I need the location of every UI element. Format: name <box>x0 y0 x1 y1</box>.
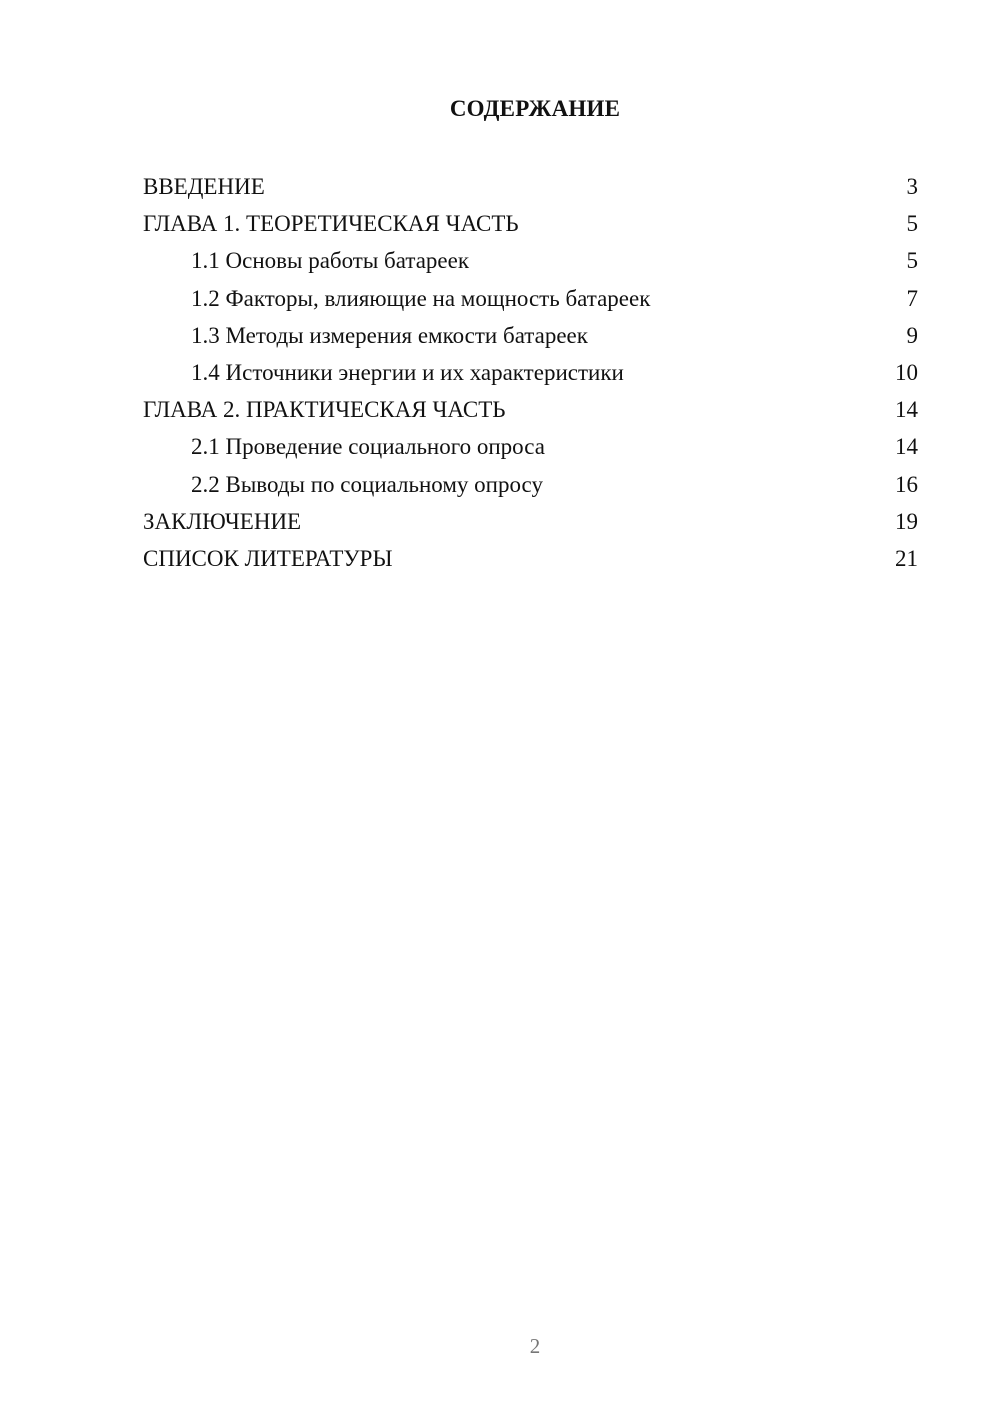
toc-entry-section-1-1[interactable] <box>143 242 918 279</box>
toc-entry-label: ВВЕДЕНИЕ <box>143 174 265 199</box>
toc-entry-page: 3 <box>906 174 918 199</box>
toc-entry-section-1-4[interactable] <box>143 354 918 391</box>
toc-entry-bibliography[interactable] <box>143 540 918 577</box>
toc-entry-section-2-1[interactable] <box>143 428 918 465</box>
toc-entry-label: 2.2 Выводы по социальному опросу <box>191 471 543 497</box>
toc-entry-section-1-3[interactable] <box>143 317 918 354</box>
toc-entry-page: 21 <box>895 545 918 571</box>
toc-entry-label: 1.2 Факторы, влияющие на мощность батареек <box>191 285 651 311</box>
toc-entry-chapter-2[interactable] <box>143 391 918 428</box>
toc-entry-page: 5 <box>906 211 918 237</box>
table-of-contents <box>143 168 918 577</box>
toc-entry-label: 1.3 Методы измерения емкости батареек <box>191 322 588 348</box>
toc-entry-label: ГЛАВА 2. ПРАКТИЧЕСКАЯ ЧАСТЬ <box>143 397 506 423</box>
page-title: СОДЕРЖАНИЕ <box>449 96 621 121</box>
toc-entry-section-1-2[interactable] <box>143 280 918 317</box>
toc-entry-label: 1.4 Источники энергии и их характеристики <box>191 359 624 385</box>
toc-entry-label: ГЛАВА 1. ТЕОРЕТИЧЕСКАЯ ЧАСТЬ <box>143 211 519 237</box>
page-number: 2 <box>529 1334 541 1358</box>
toc-entry-page: 16 <box>895 471 918 497</box>
toc-entry-label: СПИСОК ЛИТЕРАТУРЫ <box>143 545 393 571</box>
toc-entry-chapter-1[interactable] <box>143 205 918 242</box>
toc-entry-introduction[interactable] <box>143 168 918 205</box>
toc-entry-conclusion[interactable] <box>143 503 918 540</box>
toc-entry-page: 14 <box>895 434 918 460</box>
toc-entry-page: 10 <box>895 359 918 385</box>
toc-entry-section-2-2[interactable] <box>143 466 918 503</box>
toc-entry-label: 2.1 Проведение социального опроса <box>191 434 545 460</box>
toc-entry-label: ЗАКЛЮЧЕНИЕ <box>143 508 302 534</box>
toc-entry-page: 5 <box>906 248 918 274</box>
toc-entry-page: 14 <box>895 397 918 423</box>
toc-entry-label: 1.1 Основы работы батареек <box>191 248 469 274</box>
toc-entry-page: 19 <box>895 508 918 534</box>
toc-entry-page: 9 <box>906 322 918 348</box>
toc-entry-page: 7 <box>906 285 918 311</box>
